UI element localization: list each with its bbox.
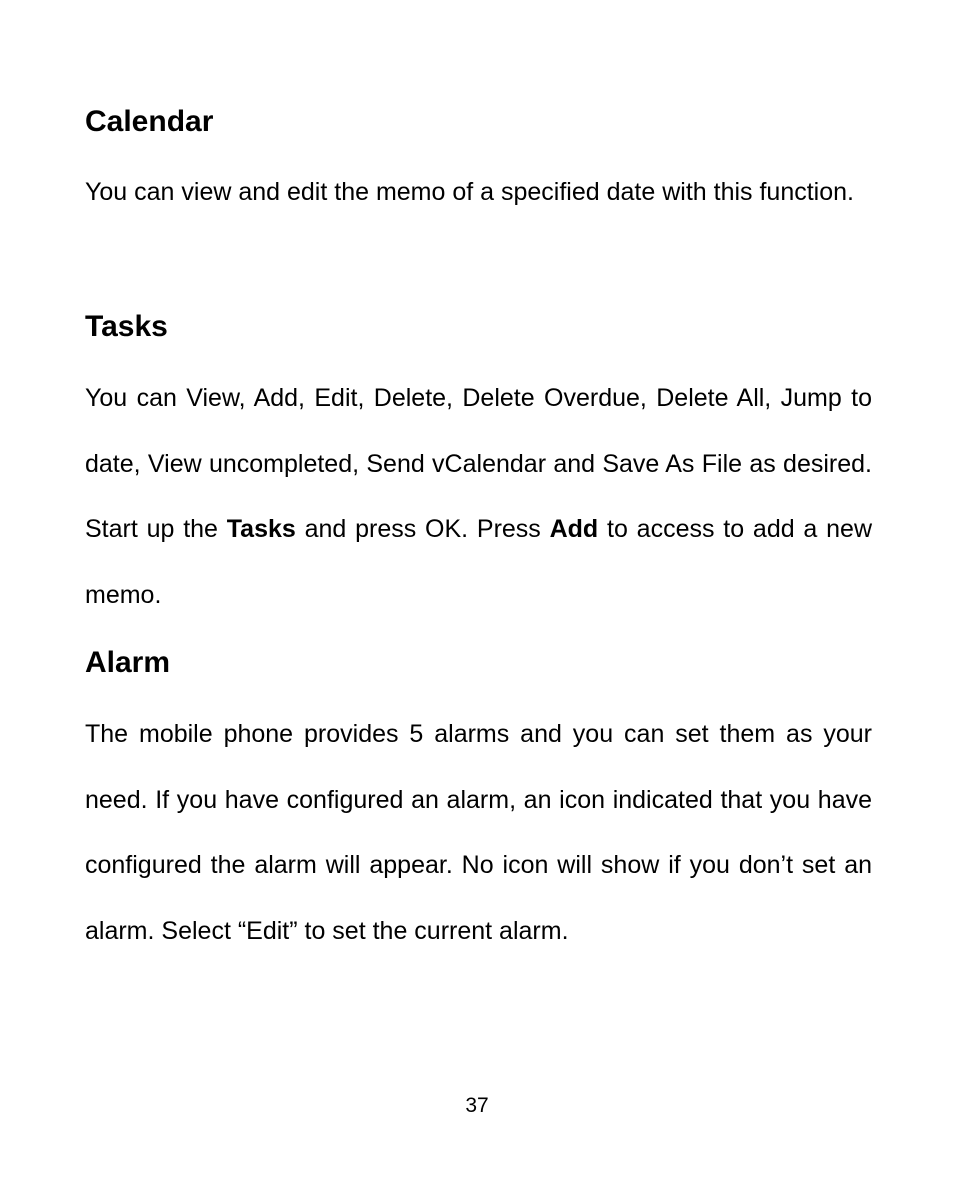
tasks-paragraph	[85, 366, 872, 628]
tasks-text-part1: You can View, Add, Edit, Delete, Delete Overdue, Delete All, Jump to date, View uncompleted, Send vCalendar and Save As File as desired. Start up the	[85, 384, 872, 543]
tasks-text-part3: to access to add a new memo.	[85, 515, 872, 609]
tasks-bold-add: Add	[549, 515, 599, 543]
tasks-text-part2: and press OK. Press	[295, 515, 550, 543]
calendar-heading: Calendar	[85, 105, 214, 138]
tasks-heading: Tasks	[85, 310, 168, 343]
alarm-heading: Alarm	[85, 646, 171, 679]
page-number: 37	[465, 1094, 489, 1117]
alarm-paragraph: The mobile phone provides 5 alarms and you can set them as your need. If you have configured an alarm, an icon indicated that you have configured the alarm will appear. No icon will show if you don’t set an alarm. Select “Edit” to set the current alarm.	[85, 720, 872, 945]
tasks-bold-tasks: Tasks	[226, 515, 296, 543]
calendar-paragraph: You can view and edit the memo of a specified date with this function.	[85, 178, 854, 206]
